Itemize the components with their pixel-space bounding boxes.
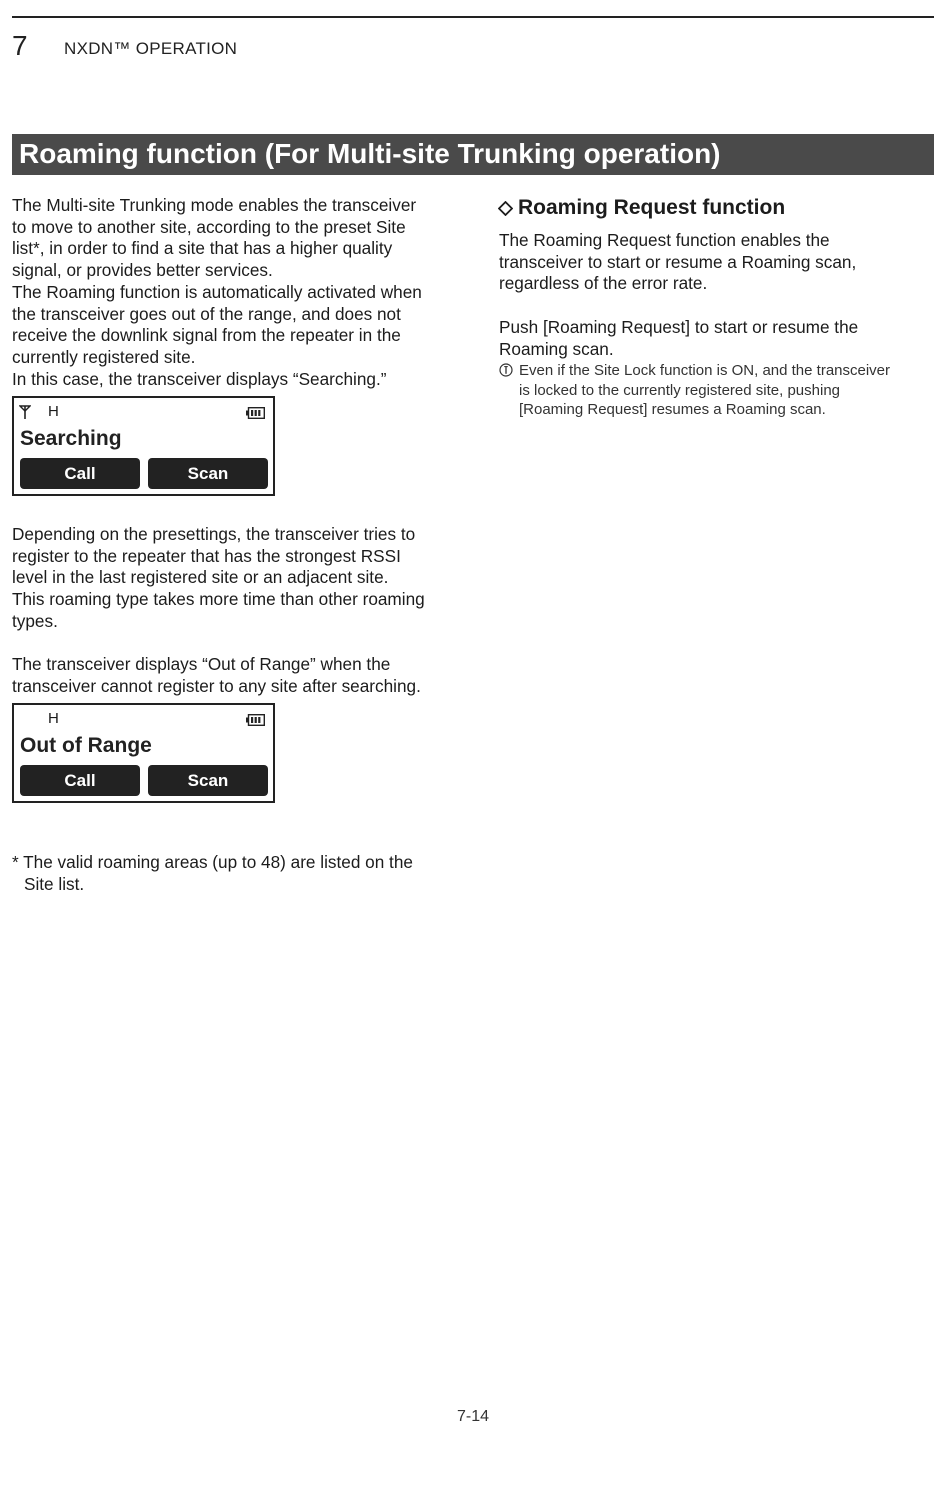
text-line: Depending on the presettings, the transceiver tries to	[12, 524, 416, 544]
text-line: the transceiver goes out of the range, and does not	[12, 303, 401, 324]
text-line: is locked to the currently registered site, pushing	[519, 381, 840, 399]
scan-softkey[interactable]: Scan	[148, 765, 268, 796]
chapter-number: 7	[12, 30, 28, 61]
subheading-text: Roaming Request function	[518, 196, 786, 219]
diamond-icon	[498, 201, 513, 216]
status-bar	[19, 405, 264, 421]
subheading	[498, 195, 785, 221]
info-icon	[499, 363, 513, 377]
power-indicator: H	[48, 710, 59, 727]
text-line: The Roaming Request function enables the	[499, 230, 830, 250]
display-message: Out of Range	[20, 734, 152, 757]
text-line: Site list.	[24, 874, 85, 894]
text-line: [Roaming Request] resumes a Roaming scan.	[519, 401, 826, 418]
text-line: The transceiver displays “Out of Range” when the	[12, 654, 391, 674]
text-line: * The valid roaming areas (up to 48) are listed on the	[12, 852, 413, 872]
intro-paragraph	[12, 195, 422, 390]
text-line: signal, or provides better services.	[12, 260, 273, 281]
text-line: regardless of the error rate.	[499, 273, 708, 294]
text-line: to move to another site, according to the preset Site	[12, 216, 406, 237]
note-text	[519, 361, 939, 420]
text-line: The Roaming function is automatically activated when	[12, 281, 422, 302]
battery-icon	[246, 407, 265, 419]
text-line: transceiver to start or resume a Roaming scan,	[499, 251, 857, 272]
text-line: Roaming scan.	[499, 338, 614, 359]
chapter-title: NXDN™ OPERATION	[64, 39, 238, 58]
power-indicator: H	[48, 403, 59, 420]
text-line: Push [Roaming Request] to start or resume the	[499, 317, 859, 337]
antenna-icon	[19, 405, 31, 420]
out-of-range-paragraph	[12, 654, 421, 697]
text-line: receive the downlink signal from the repeater in the	[12, 325, 401, 346]
text-line: In this case, the transceiver displays “Searching.”	[12, 368, 387, 389]
description-paragraph	[499, 230, 856, 295]
presettings-paragraph	[12, 524, 425, 633]
call-softkey[interactable]: Call	[20, 458, 140, 489]
status-bar	[19, 712, 264, 728]
text-line: level in the last registered site or an adjacent site.	[12, 567, 389, 588]
display-message: Searching	[20, 427, 122, 450]
text-line: This roaming type takes more time than other roaming	[12, 589, 425, 610]
text-line: register to the repeater that has the strongest RSSI	[12, 545, 401, 566]
text-line: list*, in order to find a site that has a higher quality	[12, 238, 393, 259]
header-rule	[12, 16, 934, 18]
page-number: 7-14	[456, 1408, 490, 1425]
footnote	[12, 851, 413, 895]
battery-icon	[246, 714, 265, 726]
display-searching	[12, 396, 275, 496]
text-line: transceiver cannot register to any site after searching.	[12, 675, 421, 696]
text-line: currently registered site.	[12, 346, 196, 367]
scan-softkey[interactable]: Scan	[148, 458, 268, 489]
call-softkey[interactable]: Call	[20, 765, 140, 796]
text-line: The Multi-site Trunking mode enables the transceiver	[12, 195, 417, 215]
text-line: types.	[12, 610, 58, 631]
display-out-of-range	[12, 703, 275, 803]
instruction-paragraph	[499, 317, 858, 360]
section-title: Roaming function (For Multi-site Trunking operation)	[12, 134, 934, 175]
text-line: Even if the Site Lock function is ON, and the transceiver	[519, 362, 891, 379]
